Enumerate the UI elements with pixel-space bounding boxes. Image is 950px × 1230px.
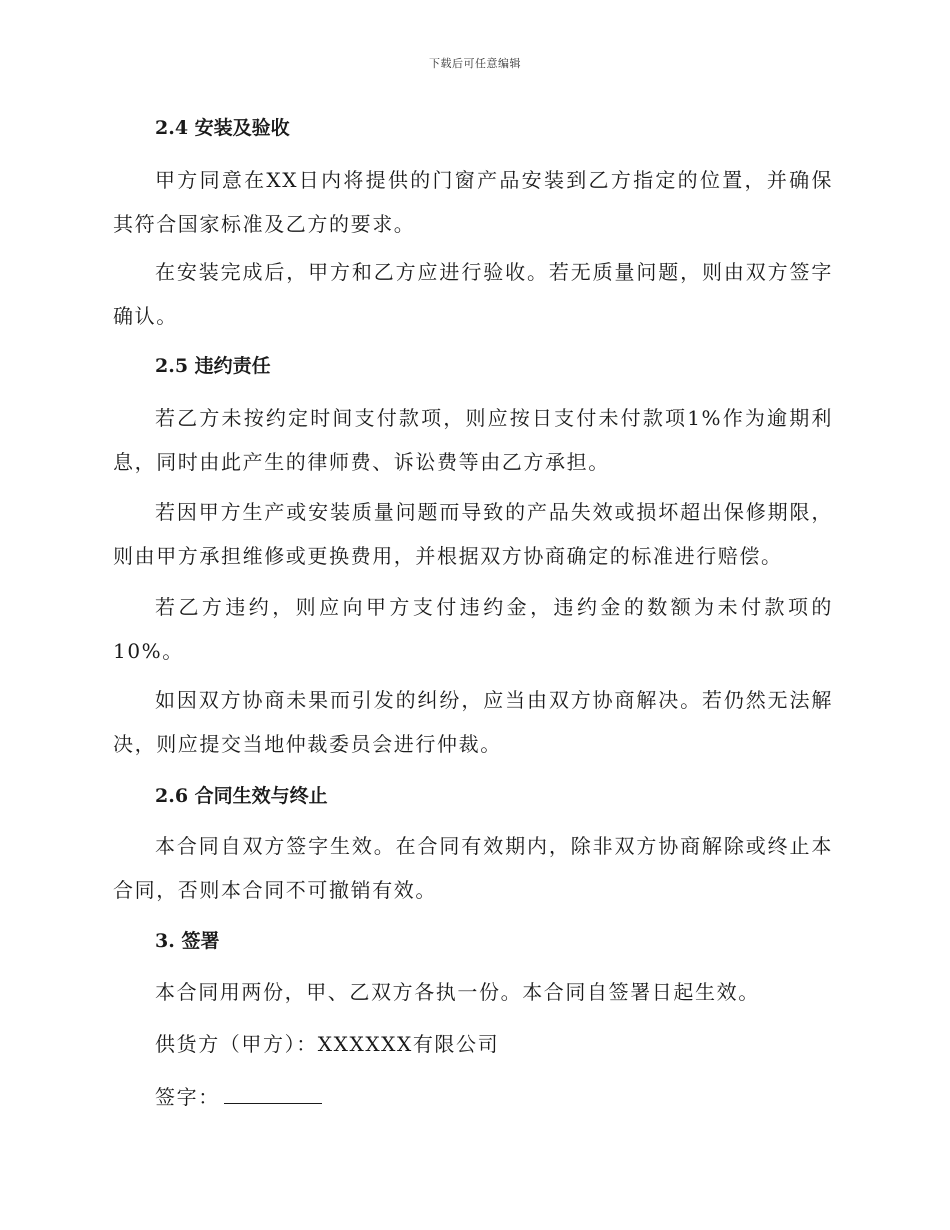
signature-label: 签字： [155, 1085, 220, 1109]
signature-blank [224, 1085, 322, 1104]
section-2-5-paragraph-4: 如因双方协商未果而引发的纠纷，应当由双方协商解决。若仍然无法解决，则应提交当地仲裁委员会进行仲裁。 [113, 688, 833, 756]
section-2-4-paragraph-2: 在安装完成后，甲方和乙方应进行验收。若无质量问题，则由双方签字确认。 [113, 260, 833, 328]
section-2-5-heading: 2.5 违约责任 [155, 355, 271, 377]
section-2-6-paragraph-1: 本合同自双方签字生效。在合同有效期内，除非双方协商解除或终止本合同，否则本合同不可撤销有效。 [113, 834, 833, 902]
section-2-5-paragraph-2: 若因甲方生产或安装质量问题而导致的产品失效或损坏超出保修期限，则由甲方承担维修或更换费用，并根据双方协商确定的标准进行赔偿。 [113, 500, 833, 568]
signature-line [155, 1083, 322, 1111]
section-3-paragraph-1: 本合同用两份，甲、乙双方各执一份。本合同自签署日起生效。 [155, 980, 760, 1004]
supplier-line: 供货方（甲方）：XXXXXX有限公司 [155, 1032, 500, 1056]
section-2-5-paragraph-3: 若乙方违约，则应向甲方支付违约金，违约金的数额为未付款项的10%。 [113, 595, 833, 663]
section-2-6-heading: 2.6 合同生效与终止 [155, 785, 328, 807]
section-2-4-paragraph-1: 甲方同意在XX日内将提供的门窗产品安装到乙方指定的位置，并确保其符合国家标准及乙方的要求。 [113, 168, 833, 236]
section-3-heading: 3. 签署 [155, 930, 220, 952]
section-2-4-heading: 2.4 安装及验收 [155, 117, 290, 139]
section-2-5-paragraph-1: 若乙方未按约定时间支付款项，则应按日支付未付款项1%作为逾期利息，同时由此产生的律师费、诉讼费等由乙方承担。 [113, 406, 833, 474]
page-header: 下载后可任意编辑 [429, 57, 521, 70]
